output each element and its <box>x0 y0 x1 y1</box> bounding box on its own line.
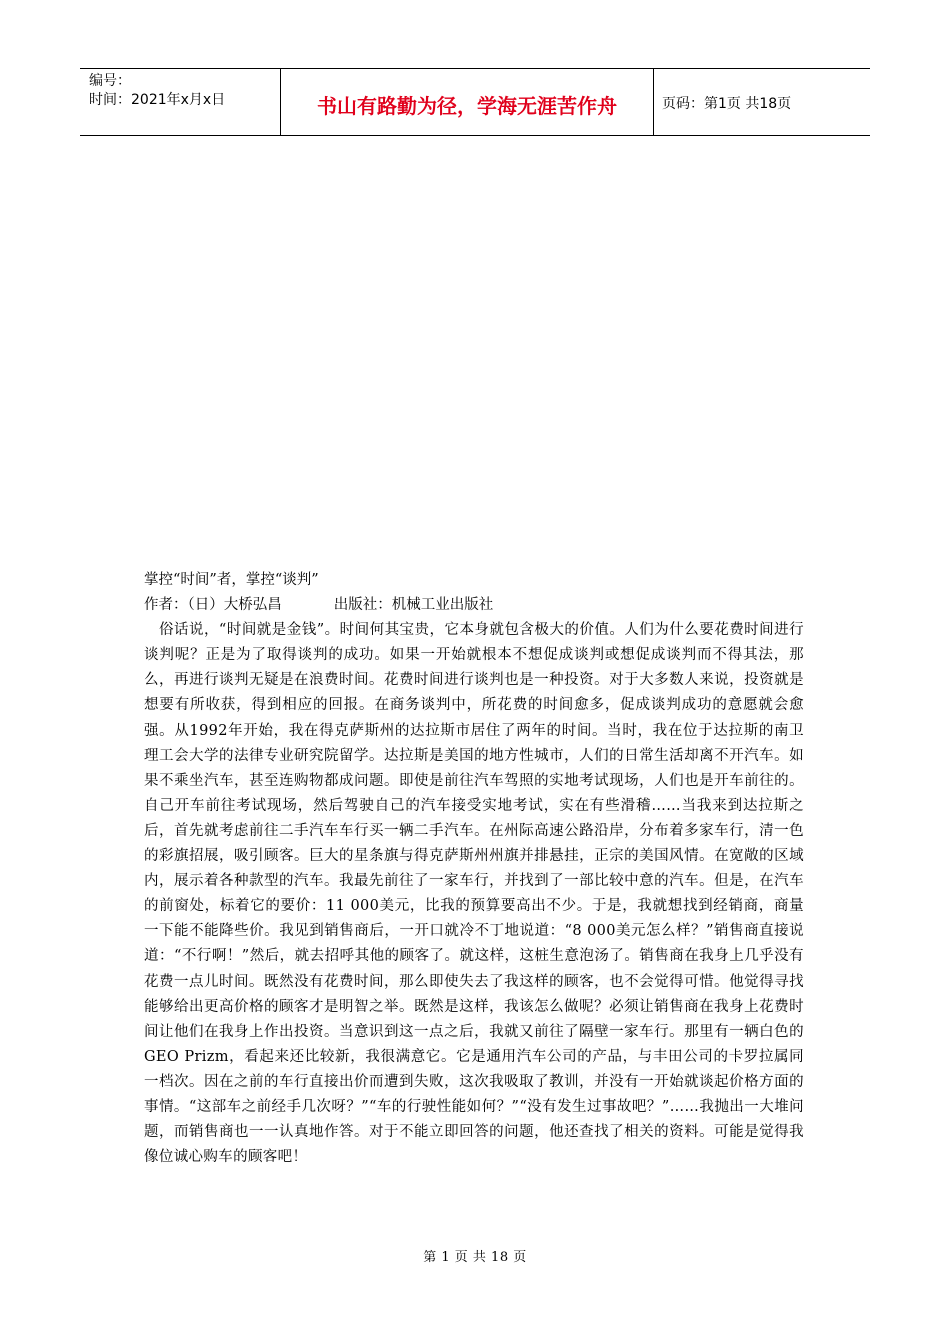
article-publisher: 出版社：机械工业出版社 <box>333 597 494 614</box>
date-label: 时间：2021年x月x日 <box>89 92 226 108</box>
header-page-info: 页码：第1页 共18页 <box>662 96 792 112</box>
serial-label: 编号： <box>89 73 131 89</box>
header-motto: 书山有路勤为径，学海无涯苦作舟 <box>281 69 654 135</box>
header-meta <box>80 69 281 135</box>
article-byline <box>144 593 804 618</box>
page-header <box>80 68 870 136</box>
article-author: 作者：（日）大桥弘昌 <box>144 597 282 614</box>
article-body: 俗话说，“时间就是金钱”。时间何其宝贵，它本身就包含极大的价值。人们为什么要花费时间进行谈判呢？正是为了取得谈判的成功。如果一开始就根本不想促成谈判或想促成谈判而不得其法，那么，再进行谈判无疑是在浪费时间。花费时间进行谈判也是一种投资。对于大多数人来说，投资就是想要有所收获，得到相应的回报。在商务谈判中，所花费的时间愈多，促成谈判成功的意愿就会愈强。从1992年开始，我在得克萨斯州的达拉斯市居住了两年的时间。当时，我在位于达拉斯的南卫理工会大学的法律专业研究院留学。达拉斯是美国的地方性城市，人们的日常生活却离不开汽车。如果不乘坐汽车，甚至连购物都成问题。即使是前往汽车驾照的实地考试现场，人们也是开车前往的。自己开车前往考试现场，然后驾驶自己的汽车接受实地考试，实在有些滑稽……当我来到达拉斯之后，首先就考虑前往二手汽车车行买一辆二手汽车。在州际高速公路沿岸，分布着多家车行，清一色的彩旗招展，吸引顾客。巨大的星条旗与得克萨斯州州旗并排悬挂，正宗的美国风情。在宽敞的区域内，展示着各种款型的汽车。我最先前往了一家车行，并找到了一部比较中意的汽车。但是，在汽车的前窗处，标着它的要价：11 000美元，比我的预算要高出不少。于是，我就想找到经销商，商量一下能不能降些价。我见到销售商后，一开口就冷不丁地说道：“8 000美元怎么样？”销售商直接说道：“不行啊！”然后，就去招呼其他的顾客了。就这样，这桩生意泡汤了。销售商在我身上几乎没有花费一点儿时间。既然没有花费时间，那么即使失去了我这样的顾客，也不会觉得可惜。他觉得寻找能够给出更高价格的顾客才是明智之举。既然是这样，我该怎么做呢？必须让销售商在我身上花费时间让他们在我身上作出投资。当意识到这一点之后，我就又前往了隔壁一家车行。那里有一辆白色的GEO Prizm，看起来还比较新，我很满意它。它是通用汽车公司的产品，与丰田公司的卡罗拉属同一档次。因在之前的车行直接出价而遭到失败，这次我吸取了教训，并没有一开始就谈起价格方面的事情。“这部车之前经手几次呀？”“车的行驶性能如何？”“没有发生过事故吧？”……我抛出一大堆问题，而销售商也一一认真地作答。对于不能立即回答的问题，他还查找了相关的资料。可能是觉得我像位诚心购车的顾客吧！ <box>144 622 804 1166</box>
article-title: 掌控“时间”者，掌控“谈判” <box>144 572 319 588</box>
page-footer: 第 1 页 共 18 页 <box>423 1250 527 1265</box>
article <box>144 568 804 1170</box>
